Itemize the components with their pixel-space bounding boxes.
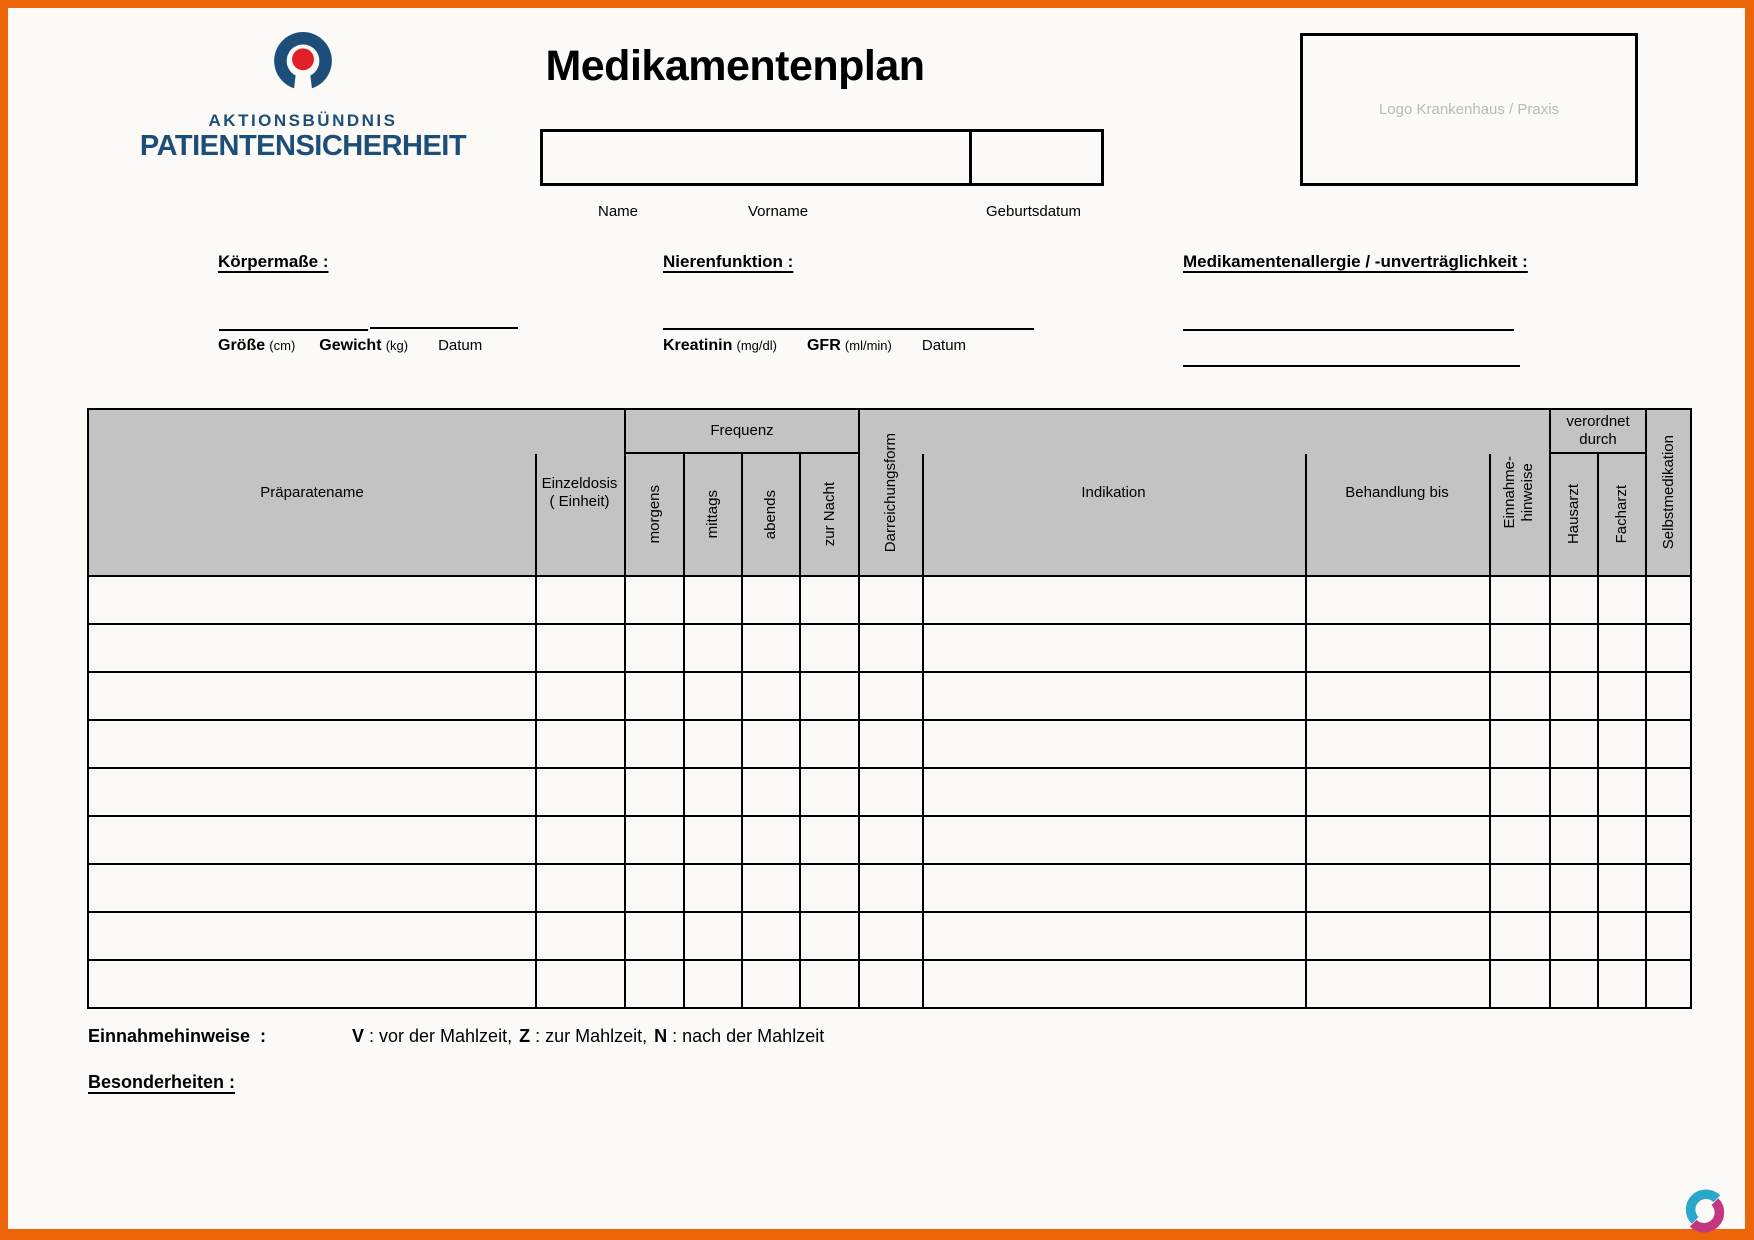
nierenfunktion-field-labels — [663, 337, 966, 355]
table-cell[interactable] — [1305, 721, 1489, 767]
table-cell[interactable] — [1549, 577, 1597, 623]
table-cell[interactable] — [799, 865, 858, 911]
table-cell[interactable] — [1549, 769, 1597, 815]
table-cell[interactable] — [799, 721, 858, 767]
table-cell[interactable] — [624, 577, 683, 623]
column-header-facharzt: Facharzt — [1597, 454, 1645, 575]
table-cell[interactable] — [683, 625, 741, 671]
table-cell[interactable] — [1489, 817, 1549, 863]
table-cell[interactable] — [624, 769, 683, 815]
column-header-einnahmehinweise: Einnahme- hinweise — [1489, 410, 1549, 575]
table-cell[interactable] — [683, 913, 741, 959]
table-cell[interactable] — [1489, 625, 1549, 671]
allergie-fill-line-2[interactable] — [1183, 365, 1520, 367]
table-cell[interactable] — [1305, 865, 1489, 911]
table-cell[interactable] — [741, 673, 799, 719]
nierenfunktion-fill-line[interactable] — [663, 328, 1034, 330]
table-cell[interactable] — [1597, 817, 1645, 863]
table-cell[interactable] — [1597, 961, 1645, 1007]
table-cell[interactable] — [89, 865, 535, 911]
table-row — [89, 769, 1690, 817]
table-cell[interactable] — [858, 769, 922, 815]
table-cell[interactable] — [922, 769, 1305, 815]
table-cell[interactable] — [535, 673, 624, 719]
table-cell[interactable] — [1489, 721, 1549, 767]
column-header-abends: abends — [741, 454, 799, 575]
hospital-logo-placeholder: Logo Krankenhaus / Praxis — [1378, 101, 1560, 118]
table-cell[interactable] — [741, 913, 799, 959]
patient-name-field[interactable] — [543, 132, 972, 183]
koerpermasse-field-labels — [218, 337, 482, 355]
table-cell[interactable] — [799, 961, 858, 1007]
column-header-mittags: mittags — [683, 454, 741, 575]
einnahmehinweise-legend — [350, 1026, 824, 1047]
table-cell[interactable] — [1645, 769, 1690, 815]
table-row — [89, 817, 1690, 865]
table-cell[interactable] — [1305, 577, 1489, 623]
table-cell[interactable] — [1549, 817, 1597, 863]
table-cell[interactable] — [799, 913, 858, 959]
table-row — [89, 865, 1690, 913]
page-title: Medikamentenplan — [545, 42, 925, 90]
table-cell[interactable] — [1597, 625, 1645, 671]
column-header-praeparatename: Präparatename — [260, 483, 364, 501]
table-cell[interactable] — [1645, 817, 1690, 863]
table-row — [89, 913, 1690, 961]
column-header-frequenz: Frequenz — [624, 410, 858, 454]
table-cell[interactable] — [1645, 865, 1690, 911]
hint-text-n: : nach der Mahlzeit — [667, 1026, 825, 1046]
table-cell[interactable] — [1489, 769, 1549, 815]
table-cell[interactable] — [799, 817, 858, 863]
table-cell[interactable] — [1549, 721, 1597, 767]
table-cell[interactable] — [1645, 913, 1690, 959]
allergie-heading: Medikamentenallergie / -unverträglichkeit : — [1183, 252, 1528, 271]
table-cell[interactable] — [1489, 961, 1549, 1007]
table-cell[interactable] — [683, 961, 741, 1007]
table-row — [89, 961, 1690, 1007]
table-cell[interactable] — [1549, 961, 1597, 1007]
table-cell[interactable] — [1305, 625, 1489, 671]
column-header-darreichungsform: Darreichungsform — [858, 410, 922, 575]
table-cell[interactable] — [624, 721, 683, 767]
table-row — [89, 673, 1690, 721]
table-cell[interactable] — [741, 817, 799, 863]
table-cell[interactable] — [741, 769, 799, 815]
table-body — [89, 575, 1690, 1007]
column-header-morgens: morgens — [624, 454, 683, 575]
table-cell[interactable] — [741, 721, 799, 767]
allergie-fill-line-1[interactable] — [1183, 329, 1514, 331]
table-cell[interactable] — [89, 721, 535, 767]
table-cell[interactable] — [624, 673, 683, 719]
table-cell[interactable] — [741, 625, 799, 671]
table-cell[interactable] — [858, 961, 922, 1007]
table-cell[interactable] — [1645, 625, 1690, 671]
hint-key-v: V — [352, 1026, 365, 1046]
table-cell[interactable] — [1597, 769, 1645, 815]
table-cell[interactable] — [535, 769, 624, 815]
table-cell[interactable] — [858, 721, 922, 767]
table-cell[interactable] — [858, 577, 922, 623]
column-header-selbstmedikation: Selbstmedikation — [1645, 410, 1690, 575]
org-logo — [132, 24, 474, 163]
table-cell[interactable] — [1489, 577, 1549, 623]
groesse-unit: (cm) — [269, 338, 296, 353]
column-header-einzeldosis: Einzeldosis ( Einheit) — [535, 410, 624, 575]
table-cell[interactable] — [535, 817, 624, 863]
vorname-label: Vorname — [748, 203, 809, 220]
table-cell[interactable] — [624, 625, 683, 671]
table-cell[interactable] — [535, 577, 624, 623]
gfr-label: GFR — [806, 337, 841, 354]
table-cell[interactable] — [683, 721, 741, 767]
datum-fill-line[interactable] — [370, 327, 518, 329]
besonderheiten-label: Besonderheiten : — [88, 1072, 236, 1092]
column-header-behandlung-bis: Behandlung bis — [1305, 410, 1489, 575]
nierenfunktion-heading: Nierenfunktion : — [663, 252, 794, 271]
table-row — [89, 577, 1690, 625]
gewicht-label: Gewicht — [319, 337, 382, 354]
table-cell[interactable] — [1645, 577, 1690, 623]
column-header-indikation: Indikation — [922, 410, 1305, 575]
table-cell[interactable] — [741, 865, 799, 911]
table-cell[interactable] — [535, 913, 624, 959]
table-cell[interactable] — [1305, 961, 1489, 1007]
table-cell[interactable] — [624, 865, 683, 911]
table-row — [89, 625, 1690, 673]
table-cell[interactable] — [858, 865, 922, 911]
table-cell[interactable] — [89, 625, 535, 671]
table-cell[interactable] — [1549, 673, 1597, 719]
hint-text-z: : zur Mahlzeit, — [530, 1026, 653, 1046]
table-cell[interactable] — [1597, 865, 1645, 911]
column-header-hausarzt: Hausarzt — [1549, 454, 1597, 575]
hospital-logo-box — [1300, 33, 1638, 186]
table-cell[interactable] — [1549, 865, 1597, 911]
name-label: Name — [598, 203, 639, 220]
org-name-line2: PATIENTENSICHERHEIT — [139, 130, 467, 162]
table-cell[interactable] — [1645, 721, 1690, 767]
kreatinin-label: Kreatinin — [663, 337, 733, 354]
patient-dob-field[interactable] — [972, 132, 1101, 183]
table-cell[interactable] — [1597, 577, 1645, 623]
table-cell[interactable] — [858, 913, 922, 959]
table-cell[interactable] — [799, 625, 858, 671]
table-cell[interactable] — [858, 673, 922, 719]
table-cell[interactable] — [799, 769, 858, 815]
table-cell[interactable] — [922, 817, 1305, 863]
table-row — [89, 721, 1690, 769]
table-cell[interactable] — [89, 913, 535, 959]
table-header — [89, 410, 1690, 575]
table-cell[interactable] — [1489, 865, 1549, 911]
brand-s-icon — [1682, 1188, 1728, 1236]
table-cell[interactable] — [922, 865, 1305, 911]
patient-box — [540, 129, 1104, 186]
table-cell[interactable] — [1305, 769, 1489, 815]
table-cell[interactable] — [799, 673, 858, 719]
table-cell[interactable] — [741, 577, 799, 623]
table-cell[interactable] — [1305, 673, 1489, 719]
table-cell[interactable] — [683, 817, 741, 863]
geburtsdatum-label: Geburtsdatum — [986, 203, 1082, 220]
hint-key-z: Z — [519, 1026, 531, 1046]
table-cell[interactable] — [89, 961, 535, 1007]
koerpermasse-datum-label: Datum — [438, 337, 483, 354]
table-cell[interactable] — [922, 913, 1305, 959]
medication-table — [87, 408, 1692, 1009]
nierenfunktion-datum-label: Datum — [921, 337, 967, 354]
table-cell[interactable] — [922, 721, 1305, 767]
table-cell[interactable] — [1305, 913, 1489, 959]
table-cell[interactable] — [89, 577, 535, 623]
table-cell[interactable] — [922, 625, 1305, 671]
table-cell[interactable] — [624, 817, 683, 863]
org-name-line1: AKTIONSBÜNDNIS — [208, 111, 398, 130]
table-cell[interactable] — [624, 913, 683, 959]
table-cell[interactable] — [1597, 721, 1645, 767]
table-cell[interactable] — [683, 577, 741, 623]
table-cell[interactable] — [535, 721, 624, 767]
hint-text-v: : vor der Mahlzeit, — [364, 1026, 518, 1046]
table-cell[interactable] — [535, 865, 624, 911]
hint-key-n: N — [654, 1026, 668, 1046]
table-cell[interactable] — [89, 769, 535, 815]
kreatinin-unit: (mg/dl) — [736, 338, 777, 353]
gewicht-unit: (kg) — [385, 338, 409, 353]
table-cell[interactable] — [1597, 913, 1645, 959]
table-cell[interactable] — [1645, 961, 1690, 1007]
column-header-verordnet-durch: verordnet durch — [1549, 410, 1645, 454]
table-cell[interactable] — [683, 865, 741, 911]
table-cell[interactable] — [89, 673, 535, 719]
table-cell[interactable] — [1549, 913, 1597, 959]
table-cell[interactable] — [922, 577, 1305, 623]
table-cell[interactable] — [683, 769, 741, 815]
table-cell[interactable] — [1645, 673, 1690, 719]
table-cell[interactable] — [535, 625, 624, 671]
table-cell[interactable] — [858, 817, 922, 863]
table-cell[interactable] — [799, 577, 858, 623]
table-cell[interactable] — [922, 673, 1305, 719]
groesse-gewicht-fill-line[interactable] — [219, 329, 368, 331]
table-cell[interactable] — [1489, 673, 1549, 719]
koerpermasse-heading: Körpermaße : — [218, 252, 329, 271]
table-cell[interactable] — [1305, 817, 1489, 863]
table-cell[interactable] — [858, 625, 922, 671]
column-header-zur-nacht: zur Nacht — [799, 454, 858, 575]
table-cell[interactable] — [624, 961, 683, 1007]
table-cell[interactable] — [89, 817, 535, 863]
table-cell[interactable] — [1489, 913, 1549, 959]
groesse-label: Größe — [218, 337, 266, 354]
table-cell[interactable] — [1597, 673, 1645, 719]
org-logo-icon — [132, 24, 474, 109]
table-cell[interactable] — [922, 961, 1305, 1007]
einnahmehinweise-label: Einnahmehinweise : — [88, 1026, 267, 1046]
table-cell[interactable] — [741, 961, 799, 1007]
gfr-unit: (ml/min) — [844, 338, 892, 353]
table-cell[interactable] — [1549, 625, 1597, 671]
table-cell[interactable] — [683, 673, 741, 719]
table-cell[interactable] — [535, 961, 624, 1007]
